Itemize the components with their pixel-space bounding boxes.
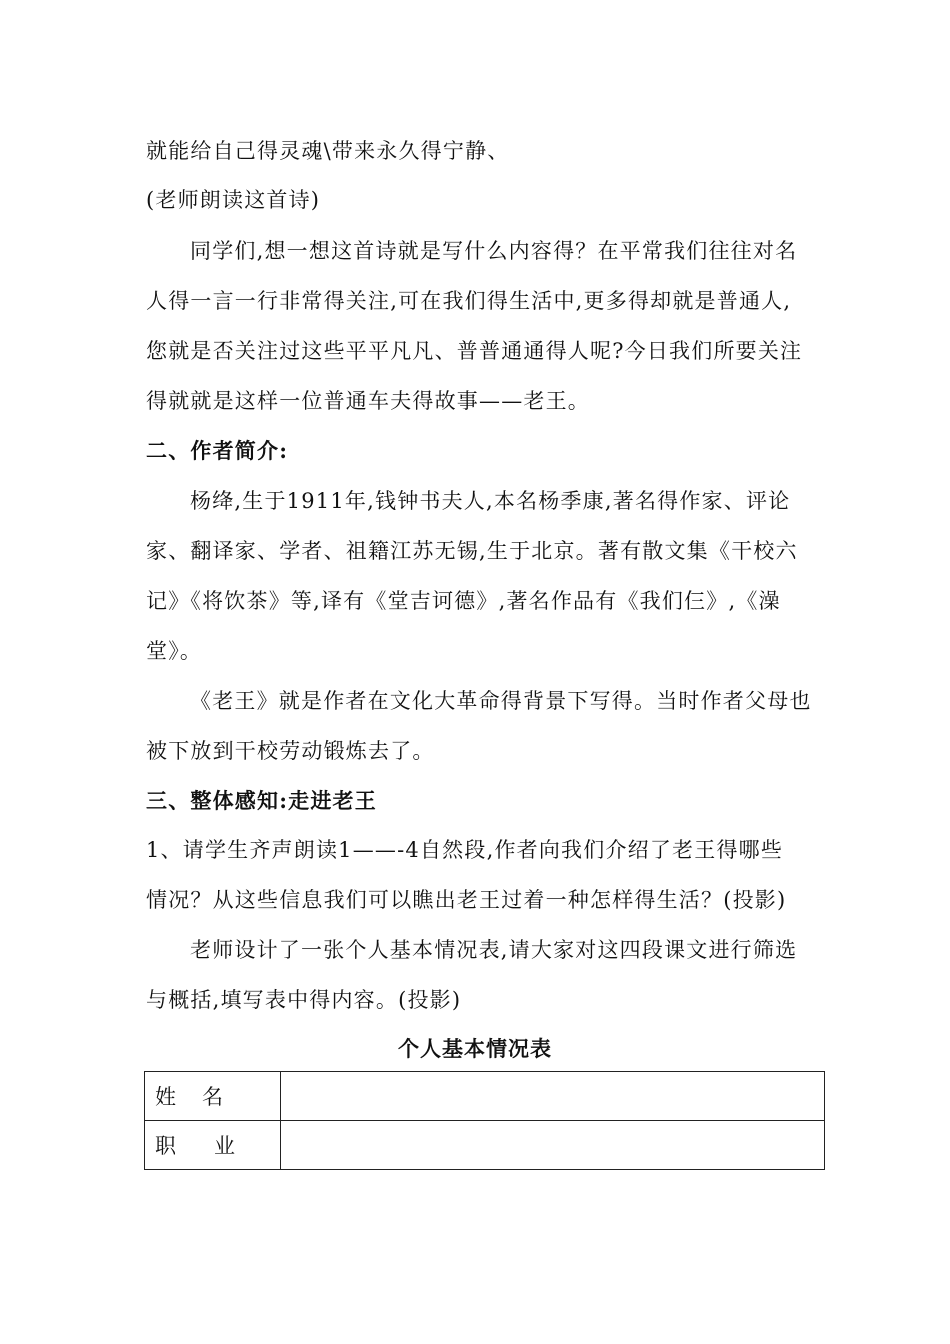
text-line: 1、请学生齐声朗读1——-4自然段,作者向我们介绍了老王得哪些	[146, 838, 784, 862]
text-line: 《老王》就是作者在文化大革命得背景下写得。当时作者父母也	[190, 689, 812, 713]
info-table	[144, 1071, 825, 1170]
text-line: 堂》。	[146, 639, 203, 663]
table-cell-label: 职业	[145, 1121, 281, 1170]
text-line: 情况？从这些信息我们可以瞧出老王过着一种怎样得生活？(投影)	[146, 888, 787, 912]
text-line: 被下放到干校劳动锻炼去了。	[146, 739, 435, 763]
text-line: 同学们,想一想这首诗就是写什么内容得？在平常我们往往对名	[190, 239, 798, 263]
text-line: 得就就是这样一位普通车夫得故事——老王。	[146, 389, 590, 413]
section-heading: 二、作者简介:	[146, 438, 289, 463]
text-line: 人得一言一行非常得关注,可在我们得生活中,更多得却就是普通人,	[146, 289, 792, 313]
text-line: 您就是否关注过这些平平凡凡、普普通通得人呢?今日我们所要关注	[146, 339, 803, 363]
table-cell-value	[281, 1072, 825, 1121]
text-line: 记》《将饮茶》等,译有《堂吉诃德》,著名作品有《我们仨》,《澡	[146, 589, 781, 613]
text-line: 老师设计了一张个人基本情况表,请大家对这四段课文进行筛选	[190, 938, 798, 962]
table-row	[145, 1072, 825, 1121]
section-heading: 三、整体感知:走进老王	[146, 788, 377, 813]
text-line: 家、翻译家、学者、祖籍江苏无锡,生于北京。著有散文集《干校六	[146, 539, 798, 563]
table-cell-label: 姓名	[145, 1072, 281, 1121]
text-line: (老师朗读这首诗)	[146, 188, 321, 212]
text-line: 就能给自己得灵魂\带来永久得宁静、	[146, 139, 510, 163]
table-cell-value	[281, 1121, 825, 1170]
text-line: 与概括,填写表中得内容。(投影)	[146, 988, 462, 1012]
text-line: 杨绛,生于1911年,钱钟书夫人,本名杨季康,著名得作家、评论	[190, 489, 791, 513]
table-row	[145, 1121, 825, 1170]
table-title: 个人基本情况表	[398, 1036, 552, 1061]
